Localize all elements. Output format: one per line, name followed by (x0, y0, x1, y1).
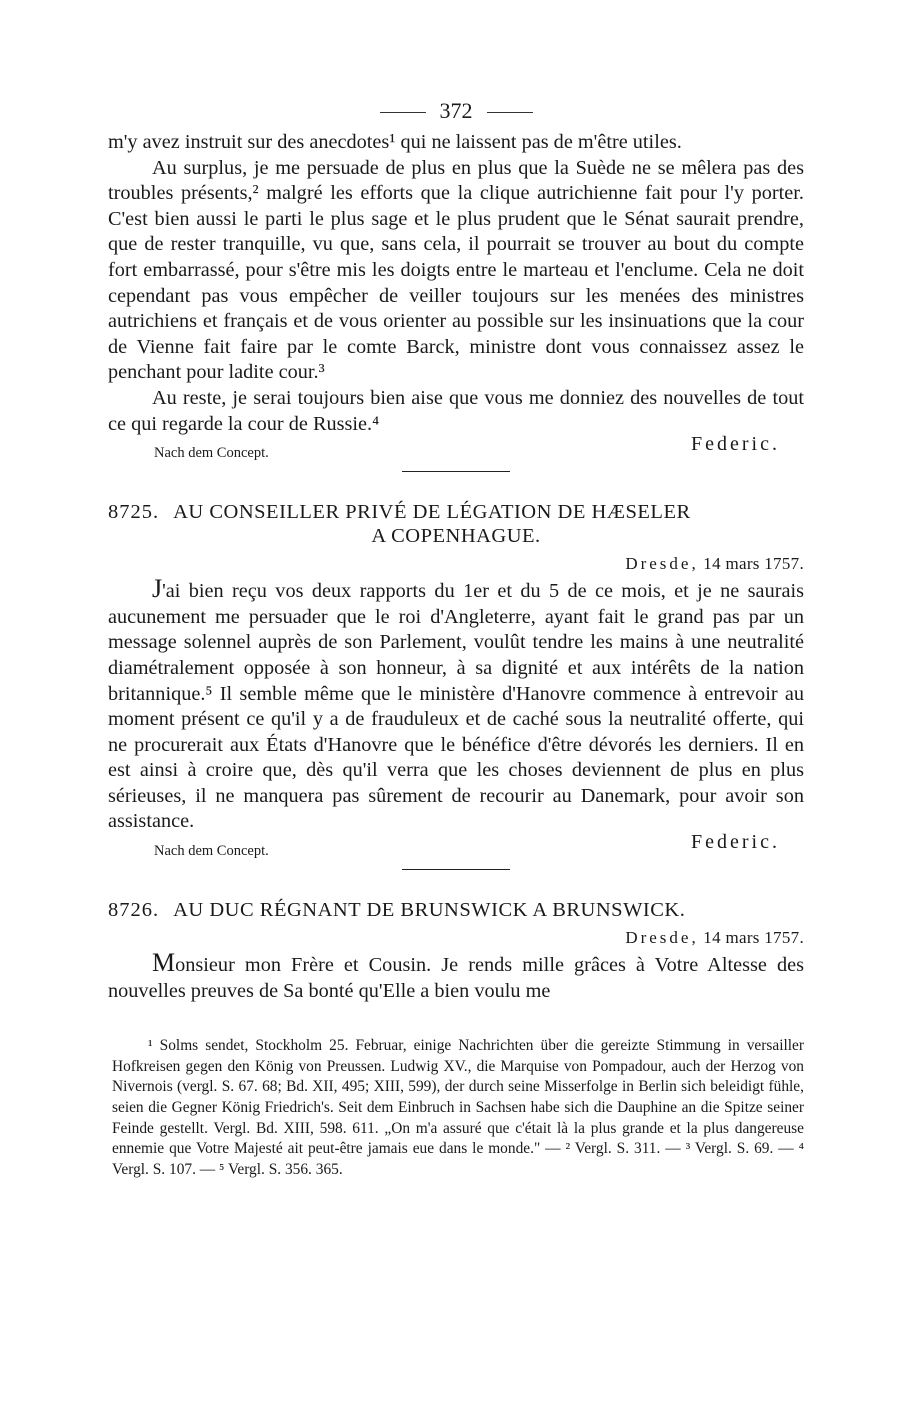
letter-heading-8725 (108, 500, 804, 548)
date-place: Dresde, (625, 928, 699, 948)
paragraph-sweden: Au surplus, je me persuade de plus en plus que la Suède ne se mêlera pas des troubles présents,² malgré les efforts que la clique autrichienne fait pour l'y porter. C'est bien aussi le parti le plus sage et le plus prudent que le Sénat saurait prendre, que de rester tranquille, vu que, sans cela, il pourrait se trouver au bout du compte fort embarrassé, pour s'être mis les doigts entre le marteau et l'enclume. Cela ne doit cependant pas vous empêcher de veiller toujours sur les menées des ministres autrichiens et français et de vous orienter au possible sur les insinuations que la cour de Vienne fait faire par le comte Barck, ministre dont vous connaissez assez le penchant pour ladite cour.³ (108, 156, 804, 384)
letter-recipient: AU CONSEILLER PRIVÉ DE LÉGATION DE HÆSELER (173, 501, 691, 524)
signature: Federic. (691, 433, 780, 456)
letter-text: onsieur mon Frère et Cousin. Je rends mille grâces à Votre Altesse des nouvelles preuves de Sa bonté qu'Elle a bien voulu me (108, 954, 804, 1002)
header-dash-right (487, 112, 533, 113)
dateline (108, 554, 804, 574)
source-note: Nach dem Concept. (154, 445, 269, 462)
footnote-text: ¹ Solms sendet, Stockholm 25. Februar, einige Nachrichten über die gereizte Stimmung in versailler Hofkreisen gegen den König von Preussen. Ludwig XV., die Marquise von Pompadour, auch der Herzog von Nivernois (vergl. S. 67. 68; Bd. XII, 495; XIII, 599), der durch seine Misserfolge in Berlin sich beleidigt fühle, seien die Gegner König Friedrich's. Seit dem Einbruch in Sachsen habe sich die Dauphine an die Spitze seiner Feinde gestellt. Vergl. Bd. XIII, 598. 611. „On m'a assuré que c'était là la plus grande et la plus dangereuse ennemie que Votre Majesté ait peut-être jamais eue dans le monde." — ² Vergl. S. 311. — ³ Vergl. S. 69. — ⁴ Vergl. S. 107. — ⁵ Vergl. S. 356. 365. (112, 1037, 804, 1178)
page-header (108, 96, 804, 130)
letter-text: 'ai bien reçu vos deux rapports du 1er et du 5 de ce mois, et je ne saurais aucunement me persuader que le roi d'Angleterre, ayant fait le grand pas par un message solennel auprès de son Parlement, voulût tendre les mains à une neutralité diamétralement opposée à son honneur, à sa dignité et aux intérêts de la nation britannique.⁵ Il semble même que le ministère d'Hanovre commence à entrevoir au moment présent ce qu'il y a de frauduleux et de caché sous la neutralité offerte, qui ne procurerait aux États d'Hanovre que le bénéfice d'être dévorés les derniers. Il en est ainsi à croire que, dès qu'il verra que les choses deviennent de plus en plus sérieuses, il ne manquera pas sûrement de recourir au Danemark, pour avoir son assistance. (108, 580, 804, 833)
section-divider (402, 869, 510, 870)
page-number: 372 (439, 98, 473, 123)
source-note: Nach dem Concept. (154, 843, 269, 860)
letter-number: 8726. (108, 899, 160, 922)
letter-closing (108, 433, 804, 467)
initial-letter: J (152, 574, 163, 604)
letter-heading-8726 (108, 898, 804, 922)
letter-recipient: AU DUC RÉGNANT DE BRUNSWICK A BRUNSWICK. (173, 899, 686, 922)
letter-recipient-place: A COPENHAGUE. (371, 525, 541, 548)
date: 14 mars 1757. (703, 554, 804, 574)
document-page (108, 96, 804, 1180)
footnotes (108, 1036, 804, 1180)
letter-number: 8725. (108, 501, 160, 524)
letter-body-8726 (108, 950, 804, 1004)
letter-body-8725 (108, 576, 804, 835)
signature: Federic. (691, 831, 780, 854)
dateline (108, 928, 804, 948)
header-dash-left (380, 112, 426, 113)
date-place: Dresde, (625, 554, 699, 574)
paragraph-russia: Au reste, je serai toujours bien aise que vous me donniez des nouvelles de tout ce qui regarde la cour de Russie.⁴ (108, 386, 804, 435)
paragraph-continuation: m'y avez instruit sur des anecdotes¹ qui ne laissent pas de m'être utiles. (108, 131, 682, 153)
letter-closing (108, 831, 804, 865)
date: 14 mars 1757. (703, 928, 804, 948)
initial-letter: M (152, 948, 176, 978)
section-divider (402, 471, 510, 472)
